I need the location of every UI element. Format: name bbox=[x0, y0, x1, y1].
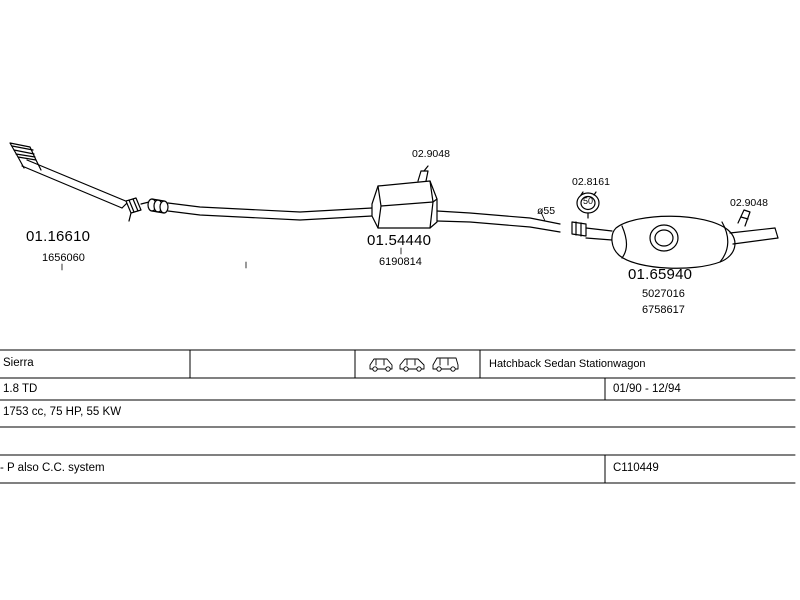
sedan-icon bbox=[400, 359, 424, 371]
front-flange-icon bbox=[10, 143, 41, 170]
centre-silencer-body bbox=[372, 181, 437, 228]
clamp-code-centre: 02.9048 bbox=[412, 148, 450, 160]
part-ref-centre-silencer: 6190814 bbox=[379, 256, 422, 268]
table-period: 01/90 - 12/94 bbox=[613, 383, 681, 395]
part-code-centre-silencer: 01.54440 bbox=[367, 232, 432, 249]
table-catalog-number: C110449 bbox=[613, 462, 659, 474]
part-code-front-pipe: 01.16610 bbox=[26, 228, 91, 245]
rear-pipe-sleeve bbox=[572, 222, 586, 236]
centre-silencer-bracket bbox=[418, 166, 428, 181]
table-body-types: Hatchback Sedan Stationwagon bbox=[489, 358, 646, 370]
clamp-code-ring: 02.8161 bbox=[572, 176, 610, 188]
table-model: Sierra bbox=[3, 357, 34, 369]
flex-joint bbox=[141, 199, 168, 213]
stationwagon-icon bbox=[433, 358, 458, 371]
pipe-diameter-annotation: ø55 bbox=[537, 205, 556, 217]
part-ref-rear-silencer: 5027016 bbox=[642, 288, 685, 300]
part-ref2-rear-silencer: 6758617 bbox=[642, 304, 685, 316]
table-note: - P also C.C. system bbox=[0, 462, 105, 474]
ring-size-annotation: 50 bbox=[583, 196, 594, 206]
table-displacement: 1753 cc, 75 HP, 55 KW bbox=[3, 406, 122, 418]
clamp-code-rear: 02.9048 bbox=[730, 197, 768, 209]
part-code-rear-silencer: 01.65940 bbox=[628, 266, 693, 283]
part-ref-front-pipe: 1656060 bbox=[42, 252, 85, 264]
front-pipe-connector bbox=[126, 198, 141, 213]
rear-clamp-icon bbox=[738, 210, 750, 226]
hatchback-icon bbox=[370, 359, 392, 371]
body-type-icons bbox=[370, 358, 458, 371]
table-engine: 1.8 TD bbox=[3, 383, 38, 395]
rear-silencer-body bbox=[612, 216, 735, 268]
